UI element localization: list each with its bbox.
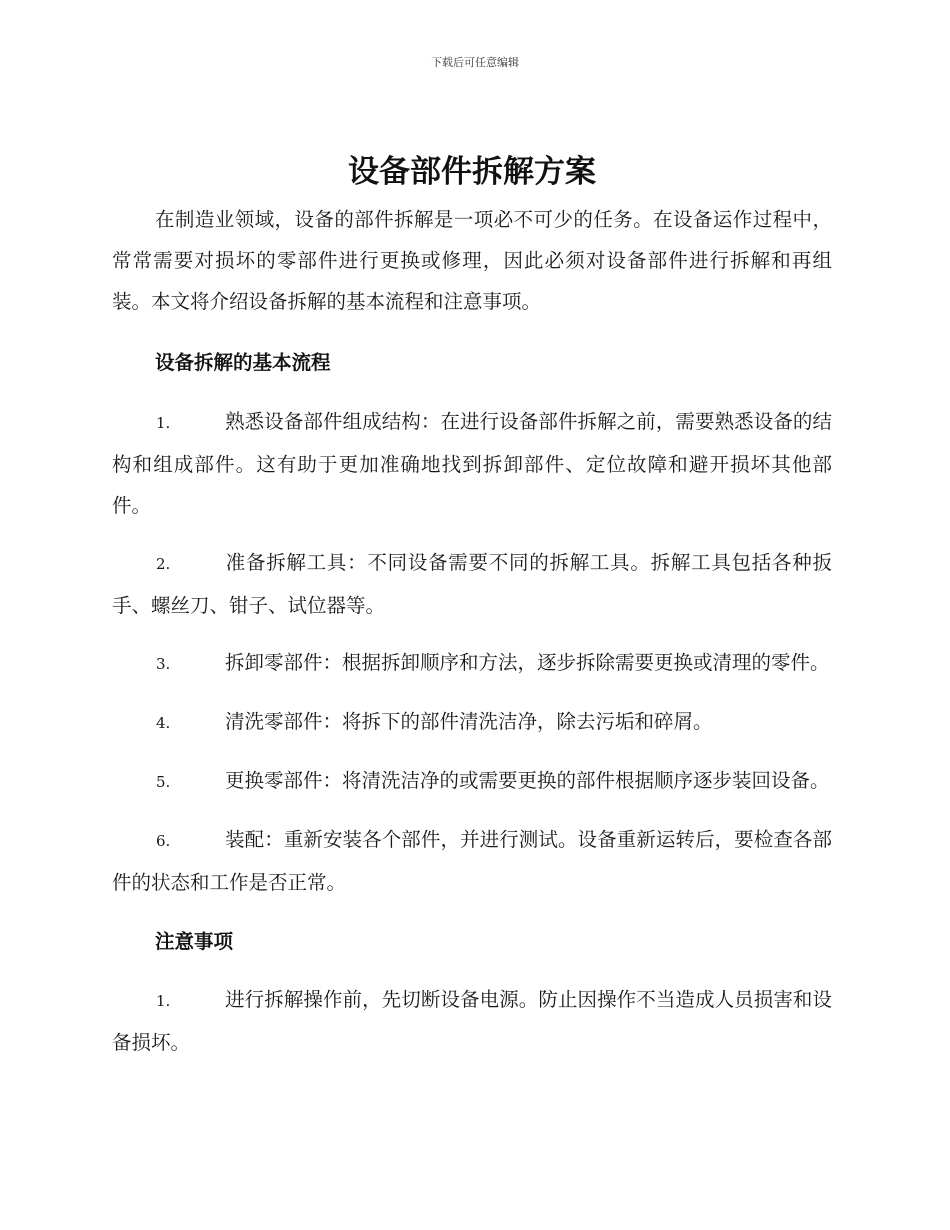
process-list <box>112 401 832 903</box>
list-item <box>112 819 832 903</box>
list-number: 1. <box>156 414 171 432</box>
list-item <box>112 760 832 803</box>
list-item <box>112 401 832 526</box>
list-text: 熟悉设备部件组成结构：在进行设备部件拆解之前，需要熟悉设备的结构和组成部件。这有助于更加准确地找到拆卸部件、定位故障和避开损坏其他部件。 <box>112 410 832 517</box>
section-heading-notes: 注意事项 <box>155 930 234 953</box>
list-number: 1. <box>156 992 171 1010</box>
list-item <box>112 642 832 685</box>
list-text: 拆卸零部件：根据拆卸顺序和方法，逐步拆除需要更换或清理的零件。 <box>225 651 830 674</box>
document-title: 设备部件拆解方案 <box>348 154 596 190</box>
document-body <box>112 148 832 1079</box>
header-note: 下载后可任意编辑 <box>431 56 519 69</box>
notes-list <box>112 979 832 1063</box>
list-number: 3. <box>156 655 171 673</box>
list-number: 6. <box>156 832 171 850</box>
section-heading-process: 设备拆解的基本流程 <box>155 351 331 374</box>
list-number: 2. <box>156 555 171 573</box>
list-number: 5. <box>156 773 171 791</box>
list-text: 清洗零部件：将拆下的部件清洗洁净，除去污垢和碎屑。 <box>225 710 713 733</box>
intro-paragraph: 在制造业领域，设备的部件拆解是一项必不可少的任务。在设备运作过程中，常常需要对损坏的零部件进行更换或修理，因此必须对设备部件进行拆解和再组装。本文将介绍设备拆解的基本流程和注意事项。 <box>112 208 832 313</box>
list-text: 准备拆解工具：不同设备需要不同的拆解工具。拆解工具包括各种扳手、螺丝刀、钳子、试位器等。 <box>112 551 832 617</box>
list-text: 装配：重新安装各个部件，并进行测试。设备重新运转后，要检查各部件的状态和工作是否正常。 <box>112 828 832 894</box>
list-item <box>112 979 832 1063</box>
list-text: 进行拆解操作前，先切断设备电源。防止因操作不当造成人员损害和设备损坏。 <box>112 988 832 1054</box>
list-text: 更换零部件：将清洗洁净的或需要更换的部件根据顺序逐步装回设备。 <box>225 769 830 792</box>
list-item <box>112 542 832 626</box>
list-item <box>112 701 832 744</box>
list-number: 4. <box>156 714 171 732</box>
